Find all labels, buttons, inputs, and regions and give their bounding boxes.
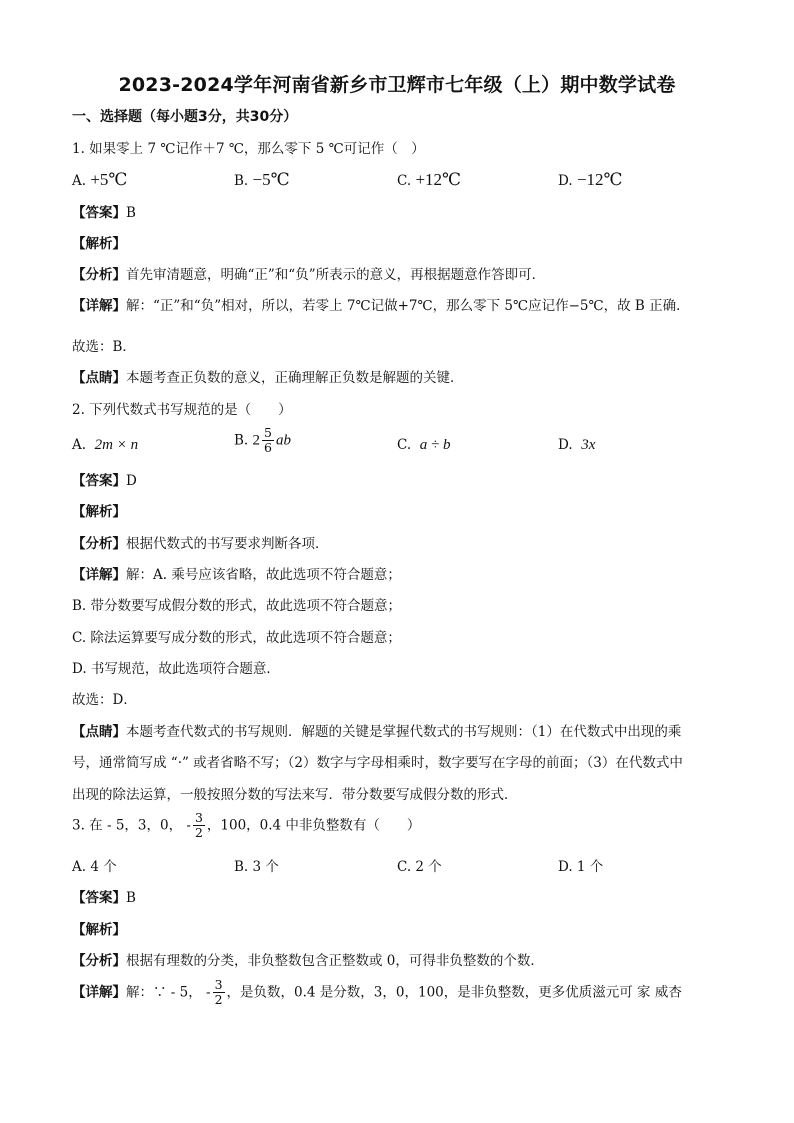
option-letter: C. (397, 437, 412, 453)
xiangjie-tag: 【详解】 (72, 984, 126, 1001)
fraction-denominator: 6 (264, 440, 272, 455)
q3-jiexi-tag: 【解析】 (72, 922, 126, 938)
xiangjie-suffix: ，是负数，0.4 是分数，3，0，100，是非负整数，更多优质滋元可 家 威杏 (226, 984, 682, 1001)
q1-jiexi-tag: 【解析】 (72, 236, 126, 252)
dianjing-tag: 【点睛】 (72, 370, 126, 386)
option-letter: B. (234, 432, 249, 449)
answer-tag: 【答案】 (72, 205, 126, 221)
fraction-numerator: 5 (264, 425, 272, 440)
q2-option-a (72, 436, 138, 454)
answer-value: D (126, 473, 137, 489)
option-letter: D. (558, 437, 573, 453)
q3-stem (72, 811, 420, 840)
q2-option-c (397, 436, 450, 454)
q3-fenxi (72, 952, 544, 970)
option-value: −5℃ (252, 170, 290, 189)
dianjing-tag: 【点睛】 (72, 724, 126, 740)
q2-fenxi (72, 535, 329, 553)
fenxi-text: 根据有理数的分类，非负整数包含正整数或 0，可得非负整数的个数． (126, 953, 544, 969)
q2-conclusion: 故选：D． (72, 692, 137, 708)
xiangjie-text: 解：“正”和“负”相对，所以，若零上 7℃记做+7℃，那么零下 5℃应记作−5℃，故 B 正确． (126, 298, 690, 314)
option-value: 3x (581, 437, 596, 453)
q2-dianjing-line3: 出现的除法运算，一般按照分数的写法来写．带分数要写成假分数的形式． (72, 787, 518, 803)
option-letter: D. (558, 173, 573, 189)
q1-fenxi (72, 266, 545, 284)
option-letter: A. (72, 173, 87, 189)
negative-sign: - (186, 817, 191, 834)
dianjing-text: 本题考查正负数的意义，正确理解正负数是解题的关键． (126, 370, 464, 386)
q1-option-d (558, 171, 623, 190)
q2-dianjing-line2: 号，通常简写成 “·” 或者省略不写；（2）数字与字母相乘时，数字要写在字母的前面；（3）在代数式中 (72, 755, 683, 771)
mixed-whole: 2 (252, 432, 261, 449)
fraction (193, 811, 205, 840)
option-value: +12℃ (415, 170, 462, 189)
q3-option-d: D. 1 个 (558, 859, 604, 875)
option-letter: B. (234, 173, 249, 189)
q3-answer (72, 889, 136, 907)
mixed-fraction (262, 426, 274, 455)
fraction (213, 978, 225, 1007)
q2-xiangjie (72, 566, 401, 584)
q1-stem: 1. 如果零上 7 ℃记作＋7 ℃，那么零下 5 ℃可记作（ ） (72, 141, 425, 157)
q1-xiangjie (72, 297, 690, 315)
fenxi-tag: 【分析】 (72, 267, 126, 283)
fenxi-text: 根据代数式的书写要求判断各项． (126, 536, 329, 552)
q1-dianjing (72, 369, 464, 387)
option-value: +5℃ (90, 170, 128, 189)
dianjing-text: 本题考查代数式的书写规则．解题的关键是掌握代数式的书写规则：（1）在代数式中出现的乘 (126, 724, 682, 740)
option-value: 2m × n (94, 437, 139, 453)
q2-jiexi-tag: 【解析】 (72, 504, 126, 520)
option-letter: C. (397, 173, 412, 189)
option-value: a ÷ b (419, 437, 451, 453)
stem-suffix: ，100，0.4 中非负整数有（ ） (206, 817, 421, 834)
xiangjie-text: 解：A. 乘号应该省略，故此选项不符合题意； (126, 567, 401, 583)
answer-tag: 【答案】 (72, 890, 126, 906)
q1-conclusion: 故选：B． (72, 339, 136, 355)
fraction-denominator: 2 (194, 825, 203, 840)
xiangjie-tag: 【详解】 (72, 567, 126, 583)
q2-option-d (558, 436, 595, 454)
fraction-numerator: 3 (194, 810, 203, 825)
q1-option-a (72, 171, 127, 190)
option-letter: A. (72, 437, 87, 453)
fenxi-text: 首先审清题意，明确“正”和“负”所表示的意义，再根据题意作答即可． (126, 267, 546, 283)
q1-option-c (397, 171, 461, 190)
q2-stem: 2. 下列代数式书写规范的是（ ） (72, 402, 292, 418)
q2-line-d: D. 书写规范，故此选项符合题意． (72, 661, 280, 677)
option-tail: ab (275, 432, 291, 449)
q3-xiangjie (72, 978, 682, 1007)
fraction-numerator: 3 (214, 977, 223, 992)
q3-option-c: C. 2 个 (397, 859, 442, 875)
fenxi-tag: 【分析】 (72, 953, 126, 969)
answer-value: B (126, 205, 136, 221)
fraction-denominator: 2 (214, 992, 223, 1007)
q2-line-c: C. 除法运算要写成分数的形式，故此选项不符合题意； (72, 630, 401, 646)
answer-tag: 【答案】 (72, 473, 126, 489)
option-value: −12℃ (576, 170, 623, 189)
xiangjie-prefix: 解：∵ - 5， (126, 984, 202, 1001)
q1-option-b (234, 171, 290, 190)
q2-answer (72, 472, 137, 490)
q3-option-a: A. 4 个 (72, 859, 117, 875)
section-heading: 一、选择题（每小题3分，共30分） (72, 109, 298, 125)
xiangjie-tag: 【详解】 (72, 298, 126, 314)
negative-sign: - (206, 984, 211, 1001)
q2-line-b: B. 带分数要写成假分数的形式，故此选项不符合题意； (72, 598, 402, 614)
stem-prefix: 3. 在 - 5，3，0， (72, 817, 183, 834)
q3-option-b: B. 3 个 (234, 859, 279, 875)
answer-value: B (126, 890, 136, 906)
q2-dianjing (72, 723, 681, 741)
fenxi-tag: 【分析】 (72, 536, 126, 552)
q1-answer (72, 204, 136, 222)
page-title: 2023-2024学年河南省新乡市卫辉市七年级（上）期中数学试卷 (118, 74, 676, 96)
q2-option-b (234, 426, 291, 455)
